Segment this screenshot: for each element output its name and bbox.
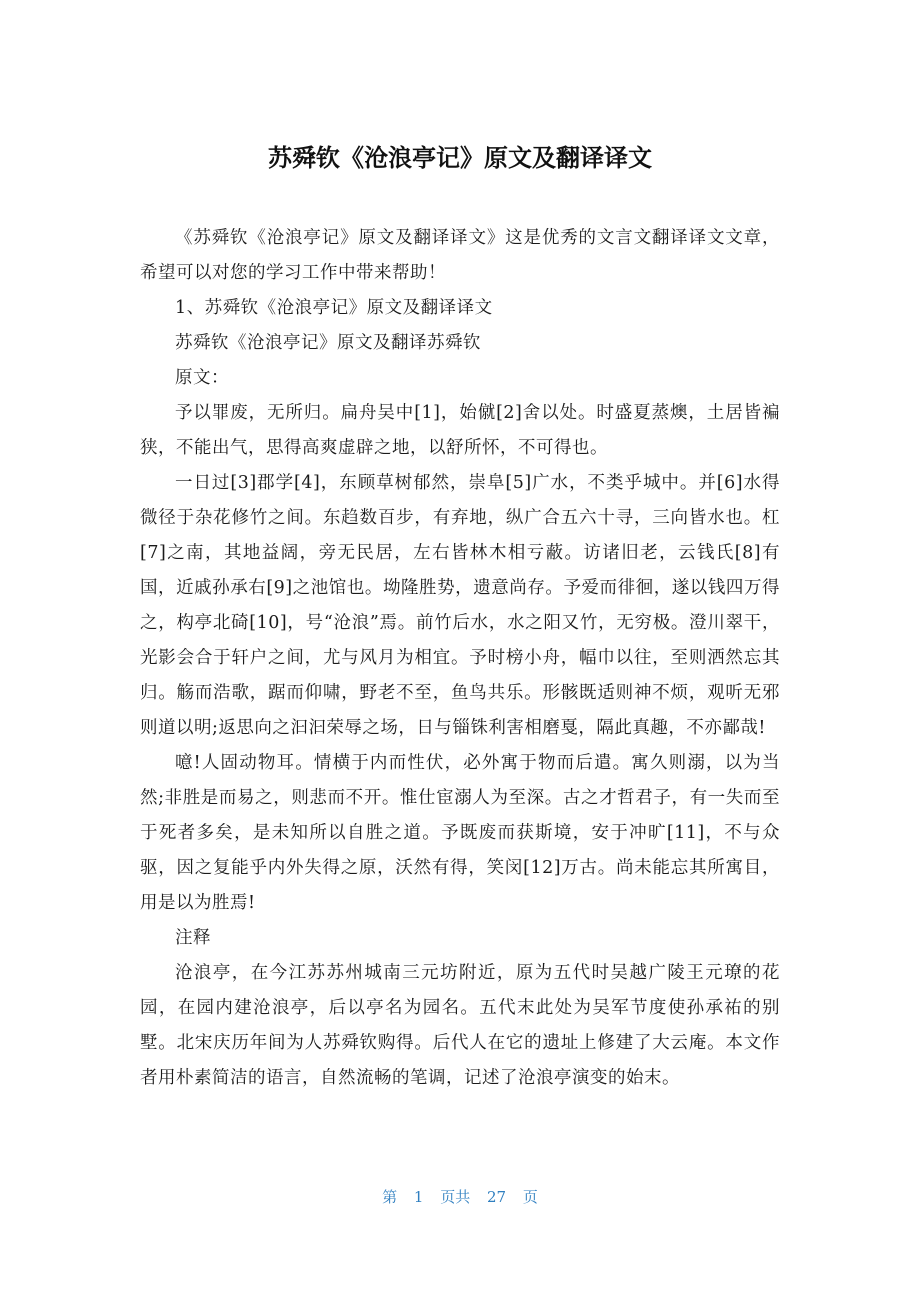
document-body [140, 221, 780, 1096]
original-paragraph: 噫!人固动物耳。情横于内而性伏，必外寓于物而后遣。寓久则溺，以为当然;非胜是而易之，则悲而不开。惟仕宦溺人为至深。古之才哲君子，有一失而至于死者多矣，是未知所以自胜之道。予既废而获斯境，安于冲旷[11]，不与众驱，因之复能乎内外失得之原，沃然有得，笑闵[12]万古。尚未能忘其所寓目，用是以为胜焉! [140, 753, 780, 913]
footer-page-total: 27 [487, 1188, 507, 1206]
notes-label: 注释 [175, 928, 211, 948]
section-heading: 1、苏舜钦《沧浪亭记》原文及翻译译文 [175, 298, 493, 318]
footer-page-suffix: 页 [522, 1188, 538, 1206]
original-paragraph: 一日过[3]郡学[4]，东顾草树郁然，崇阜[5]广水，不类乎城中。并[6]水得微径于杂花修竹之间。东趋数百步，有弃地，纵广合五六十寻，三向皆水也。杠[7]之南，其地益阔，旁无民居，左右皆林木相亏蔽。访诸旧老，云钱氏[8]有国，近戚孙承右[9]之池馆也。坳隆胜势，遗意尚存。予爱而徘徊，遂以钱四万得之，构亭北碕[10]，号“沧浪”焉。前竹后水，水之阳又竹，无穷极。澄川翠干，光影会合于轩户之间，尤与风月为相宜。予时榜小舟，幅巾以往，至则洒然忘其归。觞而浩歌，踞而仰啸，野老不至，鱼鸟共乐。形骸既适则神不烦，观听无邪则道以明;返思向之汩汩荣辱之场，日与锱铢利害相磨戛，隔此真趣，不亦鄙哉! [140, 473, 780, 738]
original-paragraph: 予以罪废，无所归。扁舟吴中[1]，始僦[2]舍以处。时盛夏蒸燠，土居皆褊狭，不能出气，思得高爽虚辟之地，以舒所怀，不可得也。 [140, 403, 780, 458]
page-title: 苏舜钦《沧浪亭记》原文及翻译译文 [268, 144, 652, 172]
intro-paragraph: 《苏舜钦《沧浪亭记》原文及翻译译文》这是优秀的文言文翻译译文文章，希望可以对您的学习工作中带来帮助！ [140, 228, 780, 283]
footer-page-prefix: 第 [382, 1188, 398, 1206]
footer-page-mid: 页共 [440, 1188, 471, 1206]
subtitle-line: 苏舜钦《沧浪亭记》原文及翻译苏舜钦 [175, 333, 481, 353]
footer-page-number: 1 [413, 1188, 424, 1206]
page-footer [0, 1186, 920, 1208]
notes-paragraph: 沧浪亭，在今江苏苏州城南三元坊附近，原为五代时吴越广陵王元璙的花园，在园内建沧浪亭，后以亭名为园名。五代末此处为吴军节度使孙承祐的别墅。北宋庆历年间为人苏舜钦购得。后代人在它的遗址上修建了大云庵。本文作者用朴素简洁的语言，自然流畅的笔调，记述了沧浪亭演变的始末。 [140, 963, 780, 1088]
original-text-label: 原文： [175, 368, 229, 388]
